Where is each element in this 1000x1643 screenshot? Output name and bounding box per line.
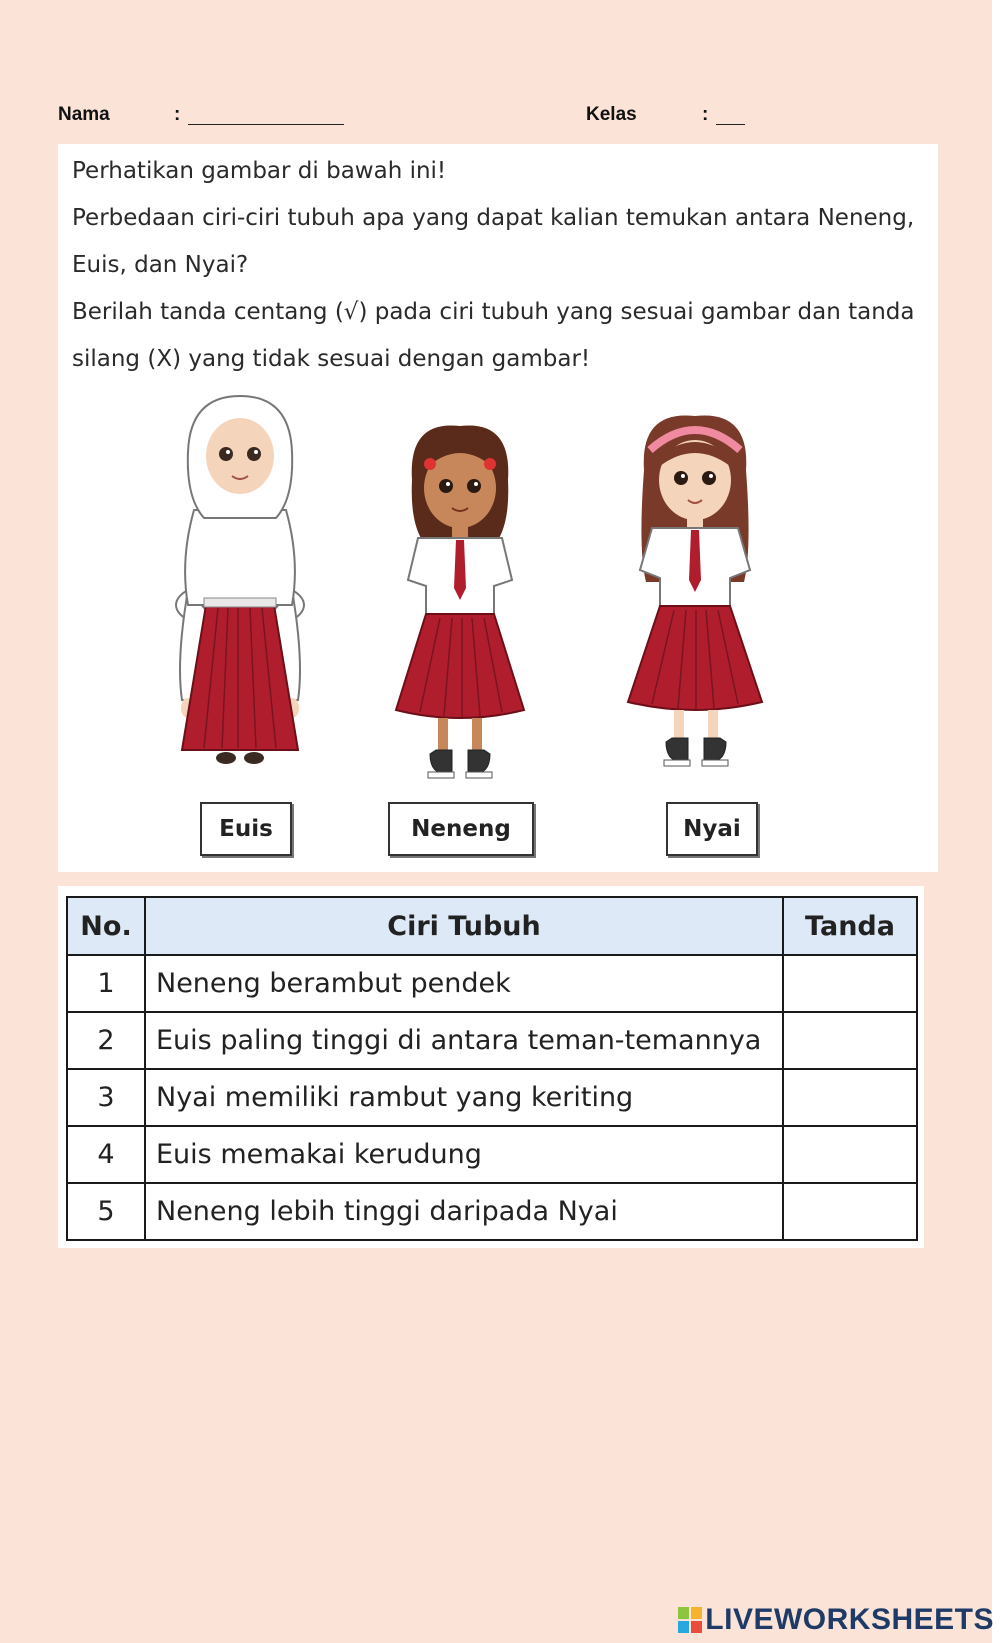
table-row	[67, 1183, 917, 1240]
kelas-input-line[interactable]	[716, 124, 745, 125]
ciri-tubuh-table	[66, 896, 918, 1241]
instructions	[72, 148, 928, 383]
instruction-line-2: Perbedaan ciri-ciri tubuh apa yang dapat kalian temukan antara Neneng, Euis, dan Nyai?	[72, 205, 915, 278]
nama-colon: :	[174, 104, 181, 125]
tanda-input[interactable]	[783, 1183, 917, 1240]
row-ciri: Euis memakai kerudung	[145, 1126, 783, 1183]
nyai-illustration	[620, 410, 770, 780]
label-nyai: Nyai	[666, 802, 758, 856]
table-row	[67, 1012, 917, 1069]
table-header-row	[67, 897, 917, 955]
neneng-illustration	[390, 420, 530, 790]
row-number: 1	[67, 955, 145, 1012]
instruction-line-1: Perhatikan gambar di bawah ini!	[72, 158, 447, 184]
nama-label: Nama	[58, 104, 110, 125]
instruction-line-3: Berilah tanda centang (√) pada ciri tubuh yang sesuai gambar dan tanda silang (X) yang tidak sesuai dengan gambar!	[72, 299, 915, 372]
table-row	[67, 1069, 917, 1126]
header-tanda: Tanda	[783, 897, 917, 955]
tanda-input[interactable]	[783, 1069, 917, 1126]
page-edge-strip	[992, 0, 1000, 1643]
table-row	[67, 1126, 917, 1183]
table-row	[67, 955, 917, 1012]
row-ciri: Neneng lebih tinggi daripada Nyai	[145, 1183, 783, 1240]
label-neneng: Neneng	[388, 802, 534, 856]
label-euis: Euis	[200, 802, 292, 856]
nama-input-line[interactable]	[188, 124, 344, 125]
row-ciri: Euis paling tinggi di antara teman-temannya	[145, 1012, 783, 1069]
row-ciri: Nyai memiliki rambut yang keriting	[145, 1069, 783, 1126]
row-number: 3	[67, 1069, 145, 1126]
row-number: 5	[67, 1183, 145, 1240]
row-number: 2	[67, 1012, 145, 1069]
liveworksheets-logo-text: LIVEWORKSHEETS	[705, 1603, 994, 1636]
euis-illustration	[160, 390, 320, 780]
kelas-colon: :	[702, 104, 709, 125]
row-number: 4	[67, 1126, 145, 1183]
row-ciri: Neneng berambut pendek	[145, 955, 783, 1012]
tanda-input[interactable]	[783, 1126, 917, 1183]
liveworksheets-logo	[678, 1603, 994, 1637]
liveworksheets-logo-icon	[678, 1607, 702, 1633]
header-no: No.	[67, 897, 145, 955]
header-ciri-tubuh: Ciri Tubuh	[145, 897, 783, 955]
tanda-input[interactable]	[783, 955, 917, 1012]
tanda-input[interactable]	[783, 1012, 917, 1069]
kelas-label: Kelas	[586, 104, 637, 125]
